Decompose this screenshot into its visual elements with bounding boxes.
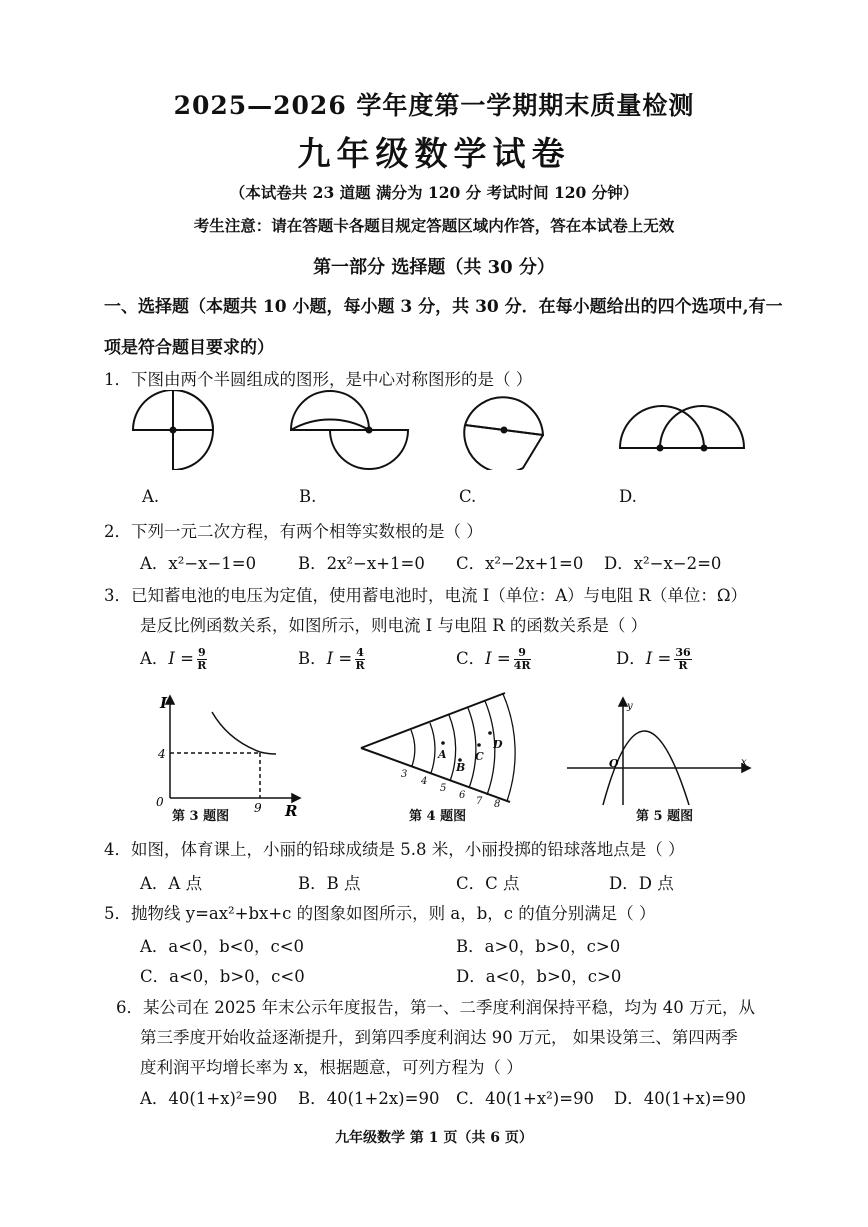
question-5-option-d: D．a<0，b>0，c>0 bbox=[456, 967, 622, 986]
figure-1b bbox=[291, 391, 408, 469]
question-4-option-c: C．C 点 bbox=[456, 874, 520, 893]
question-6-option-a: A．40(1+x)²=90 bbox=[140, 1089, 278, 1108]
figure-4-tick-3: 3 bbox=[401, 769, 408, 780]
question-6-stem-line3: 度利润平均增长率为 x，根据题意，可列方程为（ ） bbox=[140, 1058, 523, 1077]
figure-4-caption: 第 4 题图 bbox=[409, 809, 467, 824]
question-1-option-d: D. bbox=[619, 487, 637, 506]
question-4-option-d: D．D 点 bbox=[609, 874, 674, 893]
figure-4-point-d: D bbox=[493, 738, 503, 751]
question-6-option-d: D．40(1+x)=90 bbox=[614, 1089, 747, 1108]
question-4-option-a: A．A 点 bbox=[140, 874, 203, 893]
question-6-option-b: B．40(1+2x)=90 bbox=[298, 1089, 440, 1108]
figure-4-tick-4: 4 bbox=[421, 776, 428, 787]
figure-4-point-c: C bbox=[475, 750, 484, 763]
figure-5-parabola bbox=[565, 695, 755, 810]
question-1-stem: 1．下图由两个半圆组成的图形，是中心对称图形的是（ ） bbox=[104, 370, 533, 389]
figure-4-point-d-dot bbox=[488, 731, 492, 735]
figure-4-tick-8: 8 bbox=[494, 799, 501, 810]
question-2-option-a: A．x²−x−1=0 bbox=[140, 554, 257, 573]
year-title: 2025—2026 学年度第一学期期末质量检测 bbox=[173, 91, 695, 120]
figure-3-y-tick: 4 bbox=[158, 747, 166, 761]
figure-1d bbox=[620, 406, 744, 451]
figure-4-tick-6: 6 bbox=[459, 790, 466, 801]
question-5-stem: 5．抛物线 y=ax²+bx+c 的图象如图所示，则 a，b，c 的值分别满足（ ） bbox=[104, 904, 656, 923]
question-4-stem: 4．如图，体育课上，小丽的铅球成绩是 5.8 米，小丽投掷的铅球落地点是（ ） bbox=[104, 840, 685, 859]
question-5-option-b: B．a>0，b>0，c>0 bbox=[456, 937, 621, 956]
question-3-option-b: B．I = $\frac{4}{R}$ bbox=[298, 646, 365, 672]
question-4-option-b: B．B 点 bbox=[298, 874, 361, 893]
figure-4-point-a: A bbox=[438, 748, 447, 761]
figure-5-caption: 第 5 题图 bbox=[636, 809, 694, 824]
exam-notice: 考生注意：请在答题卡各题目规定答题区域内作答，答在本试卷上无效 bbox=[193, 216, 675, 235]
question-2-option-b: B．2x²−x+1=0 bbox=[298, 554, 425, 573]
figure-3-x-axis-label: R bbox=[285, 802, 298, 820]
question-3-stem-line1: 3．已知蓄电池的电压为定值，使用蓄电池时，电流 I（单位：A）与电阻 R（单位：Ω） bbox=[104, 586, 748, 605]
figure-4-point-b: B bbox=[456, 761, 466, 774]
question-1-figures bbox=[120, 390, 760, 470]
figure-4-point-a-dot bbox=[441, 741, 445, 745]
question-3-option-d: D．I = $\frac{36}{R}$ bbox=[616, 646, 691, 672]
page-footer: 九年级数学 第 1 页（共 6 页） bbox=[335, 1130, 533, 1146]
question-5-option-c: C．a<0，b>0，c<0 bbox=[140, 967, 305, 986]
figure-1a bbox=[133, 390, 213, 470]
section-heading-line2: 项是符合题目要求的） bbox=[104, 338, 274, 358]
figure-4-sector bbox=[355, 685, 525, 810]
figure-5-x-axis-label: x bbox=[741, 757, 747, 768]
figure-3-x-tick: 9 bbox=[254, 801, 262, 815]
question-2-stem: 2．下列一元二次方程，有两个相等实数根的是（ ） bbox=[104, 522, 483, 541]
figure-4-point-c-dot bbox=[477, 743, 481, 747]
question-1-option-c: C. bbox=[459, 487, 477, 506]
figure-3-caption: 第 3 题图 bbox=[172, 809, 230, 824]
figure-4-tick-5: 5 bbox=[440, 783, 447, 794]
figure-4-tick-7: 7 bbox=[476, 796, 483, 807]
figure-1c bbox=[464, 397, 543, 470]
question-5-option-a: A．a<0，b<0，c<0 bbox=[140, 937, 305, 956]
figure-5-origin: O bbox=[609, 757, 619, 770]
question-6-option-c: C．40(1+x²)=90 bbox=[456, 1089, 595, 1108]
question-3-option-c: C．I = $\frac{9}{4R}$ bbox=[456, 646, 531, 672]
question-6-stem-line1: 6．某公司在 2025 年末公示年度报告，第一、二季度利润保持平稳，均为 40 万元，从 bbox=[116, 998, 755, 1017]
figure-5-y-axis-label: y bbox=[627, 701, 633, 712]
question-3-stem-line2: 是反比例函数关系，如图所示，则电流 I 与电阻 R 的函数关系是（ ） bbox=[140, 616, 648, 635]
exam-title: 九年级数学试卷 bbox=[297, 134, 571, 173]
figure-3-origin: 0 bbox=[156, 795, 164, 809]
question-2-option-c: C．x²−2x+1=0 bbox=[456, 554, 584, 573]
figure-3-y-axis-label: I bbox=[160, 694, 168, 712]
question-1-option-b: B. bbox=[299, 487, 317, 506]
question-2-option-d: D．x²−x−2=0 bbox=[604, 554, 722, 573]
section-heading-line1: 一、选择题（本题共 10 小题，每小题 3 分，共 30 分．在每小题给出的四个选项中,有一 bbox=[104, 297, 783, 317]
question-1-option-a: A. bbox=[142, 487, 160, 506]
part-title: 第一部分 选择题（共 30 分） bbox=[313, 257, 555, 278]
question-3-option-a: A．I = $\frac{9}{R}$ bbox=[140, 646, 207, 672]
question-6-stem-line2: 第三季度开始收益逐渐提升，到第四季度利润达 90 万元， 如果设第三、第四两季 bbox=[140, 1028, 738, 1047]
exam-info: （本试卷共 23 道题 满分为 120 分 考试时间 120 分钟） bbox=[229, 183, 639, 202]
